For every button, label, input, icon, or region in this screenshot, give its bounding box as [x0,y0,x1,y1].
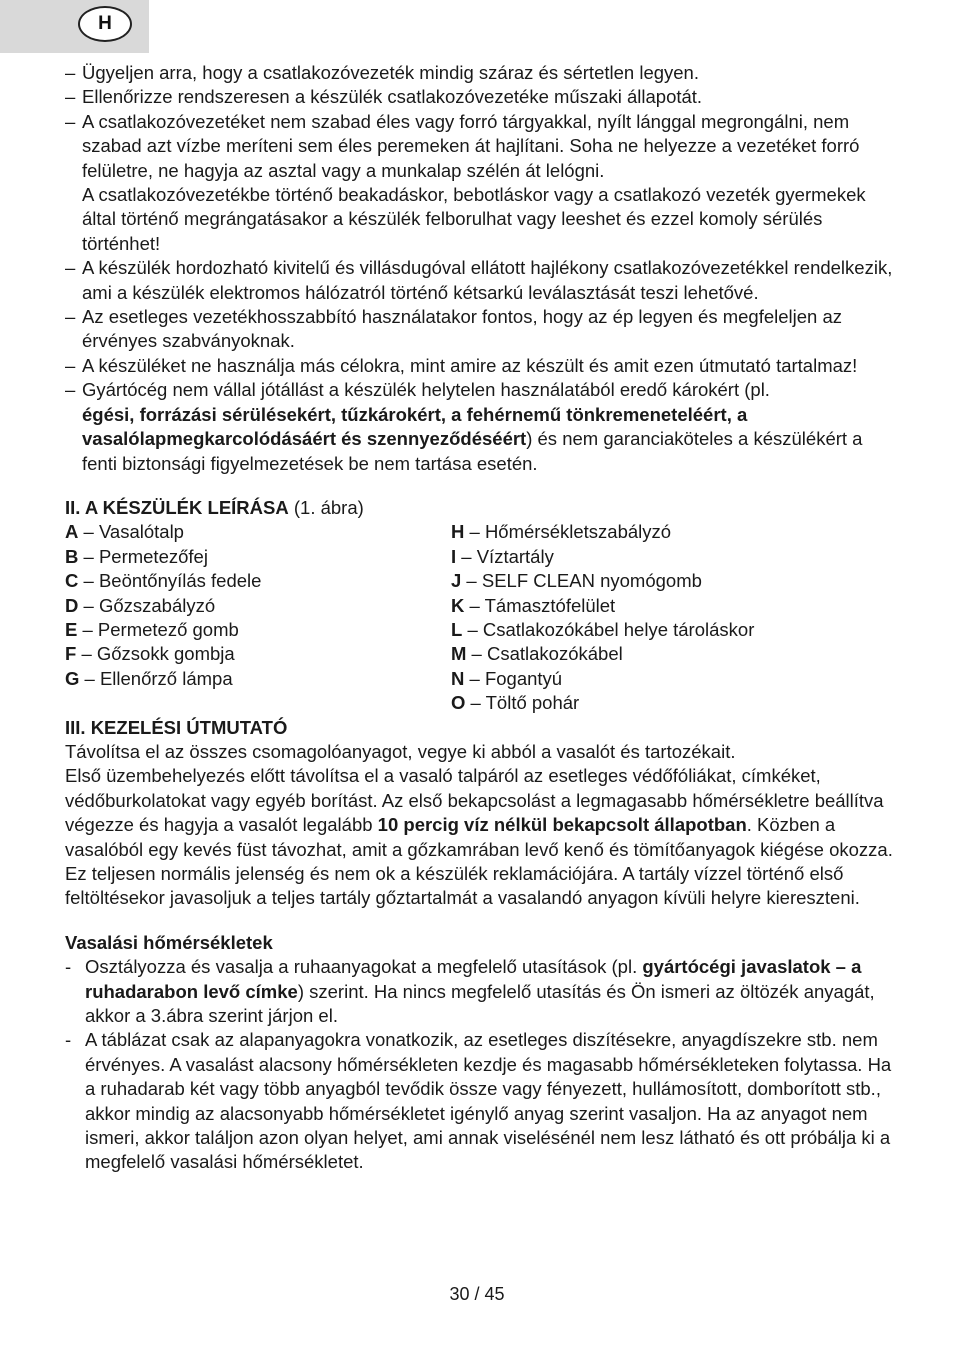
part-item: M – Csatlakozókábel [451,643,623,665]
language-badge: H [78,6,132,42]
part-item: I – Víztartály [451,545,554,567]
list-item: - A táblázat csak az alapanyagokra vonatkozik, az esetleges diszítésekre, anyagdíszekre stb. nem érvényes. A vasalást alacsony hőmérsékleten kezdje és magasabb hőmérsékleteken folytassa. Ha a ruhadarab két vagy több anyagból tevődik össze vagy fényezett, hullámosított, domborított stb., akkor mindig az alacsonyabb hőmérsékletet igénylő anyag szerint vasaljon. Ha az anyagot nem ismeri, akkor találjon azon olyan helyet, ami annak viselésénél nem lesz látható és ott próbálja ki a megfelelő vasalási hőmérsékletet. [65,1029,892,1173]
safety-list [65,61,895,476]
part-item: K – Támasztófelület [451,594,616,616]
part-item: H – Hőmérsékletszabályzó [451,521,672,543]
parts-list [65,520,895,715]
section-heading-description: II. A KÉSZÜLÉK LEÍRÁSA (1. ábra) [65,496,364,518]
list-item: – Ügyeljen arra, hogy a csatlakozóvezeték mindig száraz és sértetlen legyen. [65,62,699,83]
part-item: D – Gőzszabályzó [65,594,216,616]
ironing-temps-list [65,955,895,1175]
section-heading-operation: III. KEZELÉSI ÚTMUTATÓ [65,716,288,738]
part-item: L – Csatlakozókábel helye tároláskor [451,618,755,640]
part-item: O – Töltő pohár [451,692,580,714]
operation-paragraph: Első üzembehelyezés előtt távolítsa el a vasaló talpáról az esetleges védőfóliákat, címkéket, védőburkolatokat vagy egyéb borítást. Az első bekapcsolást a legmagasabb hőmérsékletre beállítva végezze és hagyja a vasalót legalább 10 percig víz nélkül bekapcsolt állapotban. Közben a vasalóból egy kevés füst távozhat, amit a gőzkamrában levő kenő és tömítőanyagok kiégése okozza. Ez teljesen normális jelenség és nem ok a készülék reklamációjára. A tartály vízzel történő első feltöltésekor javasoljuk a teljes tartály gőztartalmát a vasalandó anyagon kívüli helyre kiereszteni. [65,765,893,909]
list-item: – A csatlakozóvezetéket nem szabad éles vagy forró tárgyakkal, nyílt lánggal megrongálni, nem szabad azt vízbe meríteni sem éles peremeken át hajlítani. Soha ne helyezze a vezetéket forró felületre, ne hagyja az asztal vagy a munkalap szélén át lelógni. A csatlakozóvezetékbe történő beakadáskor, bebotláskor vagy a csatlakozó vezeték gyermekek által történő megrángatásakor a készülék felborulhat vagy leeshet és ezzel komoly sérülés történhet! [65,110,866,254]
page-number: 30 / 45 [449,1284,505,1304]
part-item: E – Permetező gomb [65,618,239,640]
part-item: B – Permetezőfej [65,545,208,567]
list-item: – A készülék hordozható kivitelű és villásdugóval ellátott hajlékony csatlakozóvezetékkel rendelkezik, ami a készülék elektromos hálózatról történő kétsarkú leválasztását teszi lehetővé. [65,257,893,303]
part-item: C – Beöntőnyílás fedele [65,570,262,592]
page-content [65,61,895,1175]
parts-column-left [65,520,451,715]
list-item: – Az esetleges vezetékhosszabbító használatakor fontos, hogy az ép legyen és megfeleljen az érvényes szabványoknak. [65,306,842,352]
language-tab [0,0,149,53]
list-item: – A készüléket ne használja más célokra, mint amire az készült és amit ezen útmutató tartalmaz! [65,354,858,376]
warranty-item: – Gyártócég nem vállal jótállást a készülék helytelen használatából eredő károkért (pl. égési, forrázási sérülésekért, tűzkárokért, a fehérnemű tönkremeneteléért, a vasalólapmegkarcolódásáért és szennyeződéséért) és nem garanciaköteles a készülékért a fenti biztonsági figyelmezetések be nem tartása esetén. [65,379,863,474]
part-item: G – Ellenőrző lámpa [65,667,233,689]
part-item: N – Fogantyú [451,667,563,689]
list-item: - Osztályozza és vasalja a ruhaanyagokat a megfelelő utasítások (pl. gyártócégi javaslatok – a ruhadarabon levő címke) szerint. Ha nincs megfelelő utasítás és Ön ismeri az öltözék anyagát, akkor a 3.ábra szerint járjon el. [65,956,875,1027]
ironing-temps-heading: Vasalási hőmérsékletek [65,931,273,953]
list-item: – Ellenőrizze rendszeresen a készülék csatlakozóvezetéke műszaki állapotát. [65,86,703,108]
operation-intro: Távolítsa el az összes csomagolóanyagot, vegye ki abból a vasalót és tartozékait. [65,740,736,762]
part-item: F – Gőzsokk gombja [65,643,235,665]
parts-column-right [451,520,891,715]
part-item: J – SELF CLEAN nyomógomb [451,570,702,592]
part-item: A – Vasalótalp [65,521,184,543]
